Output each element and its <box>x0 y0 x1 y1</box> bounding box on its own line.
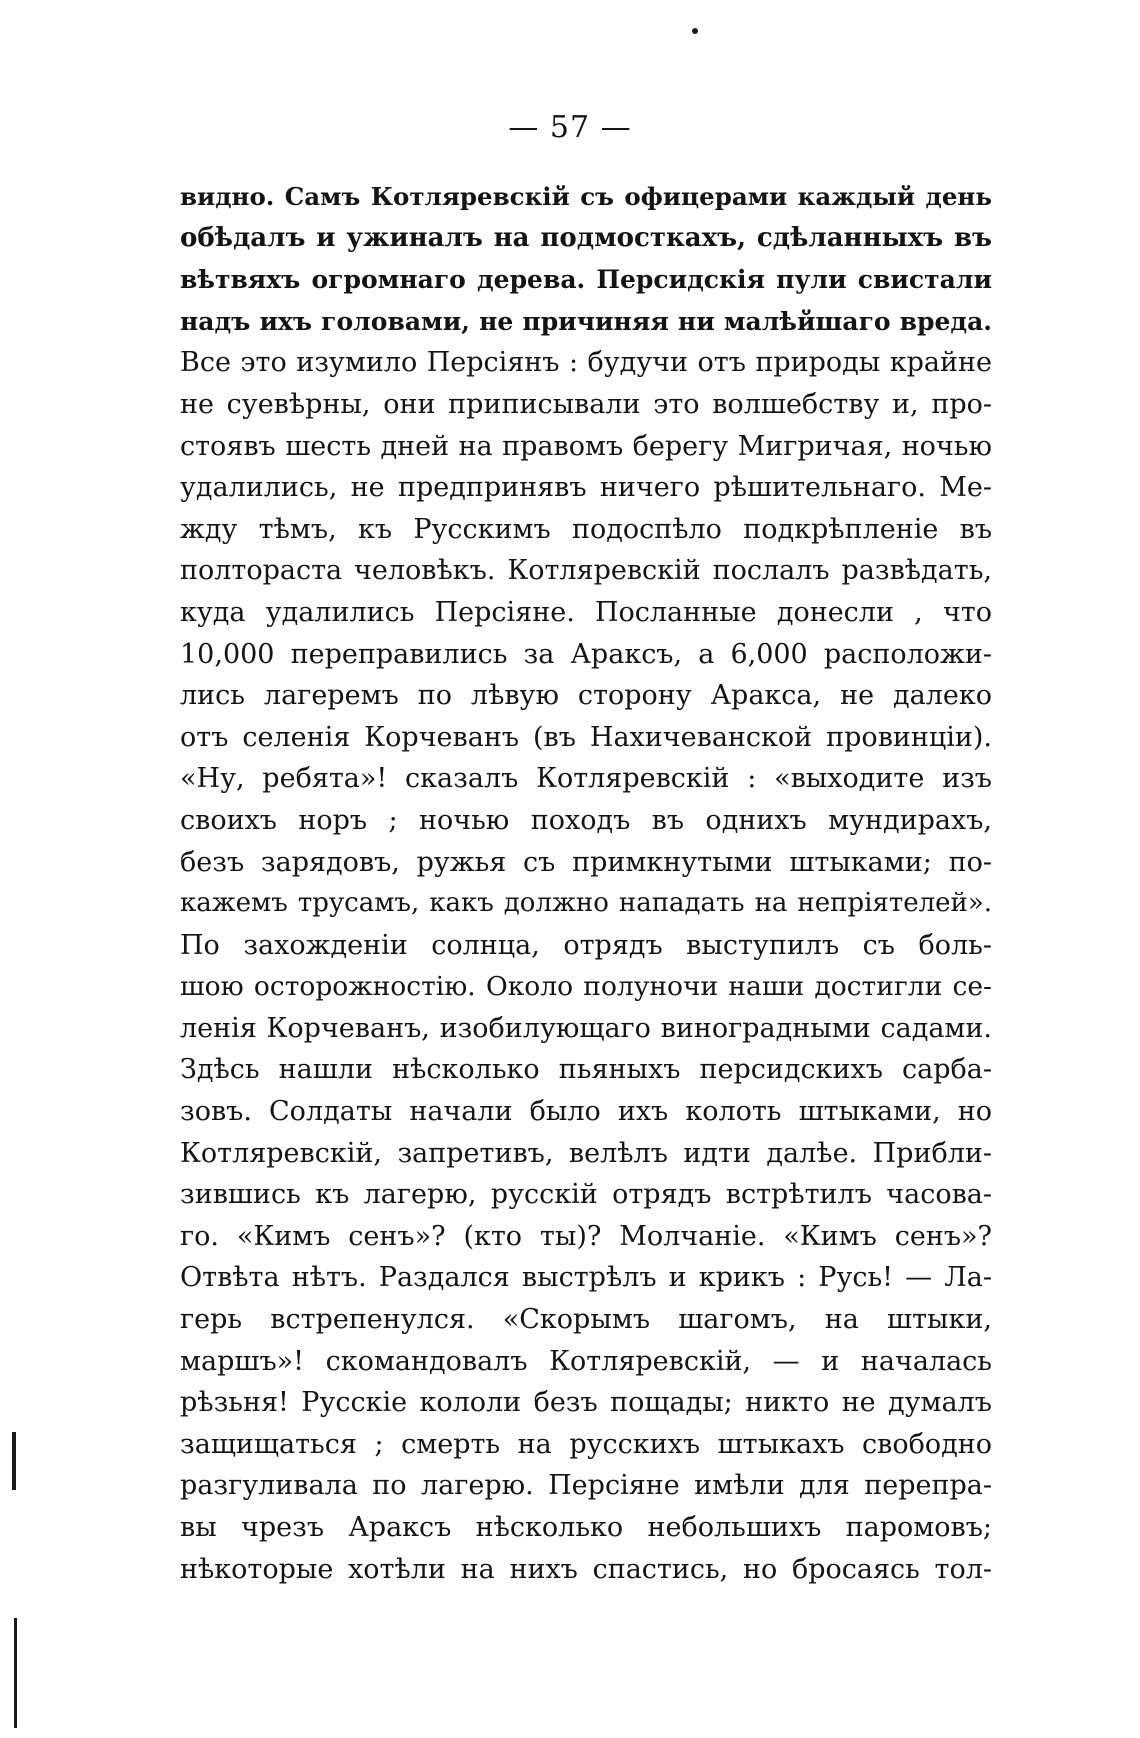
text-line: Здѣсь нашли нѣсколько пьяныхъ персидскихъ сарба- <box>180 1054 992 1086</box>
text-line: рѣзьня! Русскіе кололи безъ пощады; никто не думалъ <box>180 1387 992 1419</box>
text-line: куда удалились Персіяне. Посланные донесли , что <box>180 596 992 628</box>
text-line: го. «Кимъ сенъ»? (кто ты)? Молчаніе. «Кимъ сенъ»? <box>180 1220 992 1252</box>
text-line: жду тѣмъ, къ Русскимъ подоспѣло подкрѣпленіе въ <box>180 513 992 545</box>
text-line: Все это изумило Персіянъ : будучи отъ природы крайне <box>180 347 992 379</box>
text-line: шою осторожностію. Около полуночи наши достигли се- <box>180 971 992 1003</box>
scan-margin-mark <box>14 1618 17 1728</box>
text-line: вѣтвяхъ огромнаго дерева. Персидскія пули свистали <box>180 265 992 295</box>
text-line: полтораста человѣкъ. Котляревскій послалъ развѣдать, <box>180 555 992 587</box>
text-line: зившись къ лагерю, русскій отрядъ встрѣтилъ часова- <box>180 1179 992 1211</box>
text-line: надъ ихъ головами, не причиняя ни малѣйшаго вреда. <box>180 306 992 336</box>
text-line: Отвѣта нѣтъ. Раздался выстрѣлъ и крикъ : Русь! — Ла- <box>180 1262 992 1294</box>
text-line: маршъ»! скомандовалъ Котляревскій, — и началась <box>180 1345 992 1377</box>
text-line: стоявъ шесть дней на правомъ берегу Мигричая, ночью <box>180 430 992 462</box>
text-line: лись лагеремъ по лѣвую сторону Аракса, не далеко <box>180 680 992 712</box>
text-line: По захожденіи солнца, отрядъ выступилъ съ боль- <box>180 929 992 961</box>
text-line: кажемъ трусамъ, какъ должно нападать на непріятелей». <box>180 888 992 919</box>
body-text <box>180 176 992 1590</box>
text-line: своихъ норъ ; ночью походъ въ однихъ мундирахъ, <box>180 804 992 836</box>
scan-margin-mark <box>12 1432 16 1490</box>
text-line: вы чрезъ Араксъ нѣсколько небольшихъ паромовъ; <box>180 1512 992 1543</box>
text-line: зовъ. Солдаты начали было ихъ колоть штыками, но <box>180 1096 992 1128</box>
text-line: герь встрепенулся. «Скорымъ шагомъ, на штыки, <box>180 1304 992 1336</box>
text-line: не суевѣрны, они приписывали это волшебству и, про- <box>180 388 992 420</box>
text-line: видно. Самъ Котляревскій съ офицерами каждый день <box>180 182 992 211</box>
text-line: «Ну, ребята»! сказалъ Котляревскій : «выходите изъ <box>180 763 992 795</box>
text-line: разгуливала по лагерю. Персіяне имѣли для перепра- <box>180 1470 992 1502</box>
page-number: — 57 — <box>508 110 632 145</box>
text-line: безъ зарядовъ, ружья съ примкнутыми штыками; по- <box>180 846 992 878</box>
text-line: ленія Корчеванъ, изобилующаго виноградными садами. <box>180 1012 992 1044</box>
text-line: Котляревскій, запретивъ, велѣлъ идти далѣе. Прибли- <box>180 1137 992 1169</box>
scan-speck <box>692 28 698 34</box>
text-line: отъ селенія Корчеванъ (въ Нахичеванской провинціи). <box>180 721 992 753</box>
text-line: 10,000 переправились за Араксъ, а 6,000 расположи- <box>180 638 992 670</box>
text-line: обѣдалъ и ужиналъ на подмосткахъ, сдѣланныхъ въ <box>180 222 992 253</box>
text-line: нѣкоторые хотѣли на нихъ спастись, но бросаясь тол- <box>180 1553 992 1585</box>
text-line: удалились, не предпринявъ ничего рѣшительнаго. Ме- <box>180 472 992 504</box>
text-line: защищаться ; смерть на русскихъ штыкахъ свободно <box>180 1428 992 1460</box>
